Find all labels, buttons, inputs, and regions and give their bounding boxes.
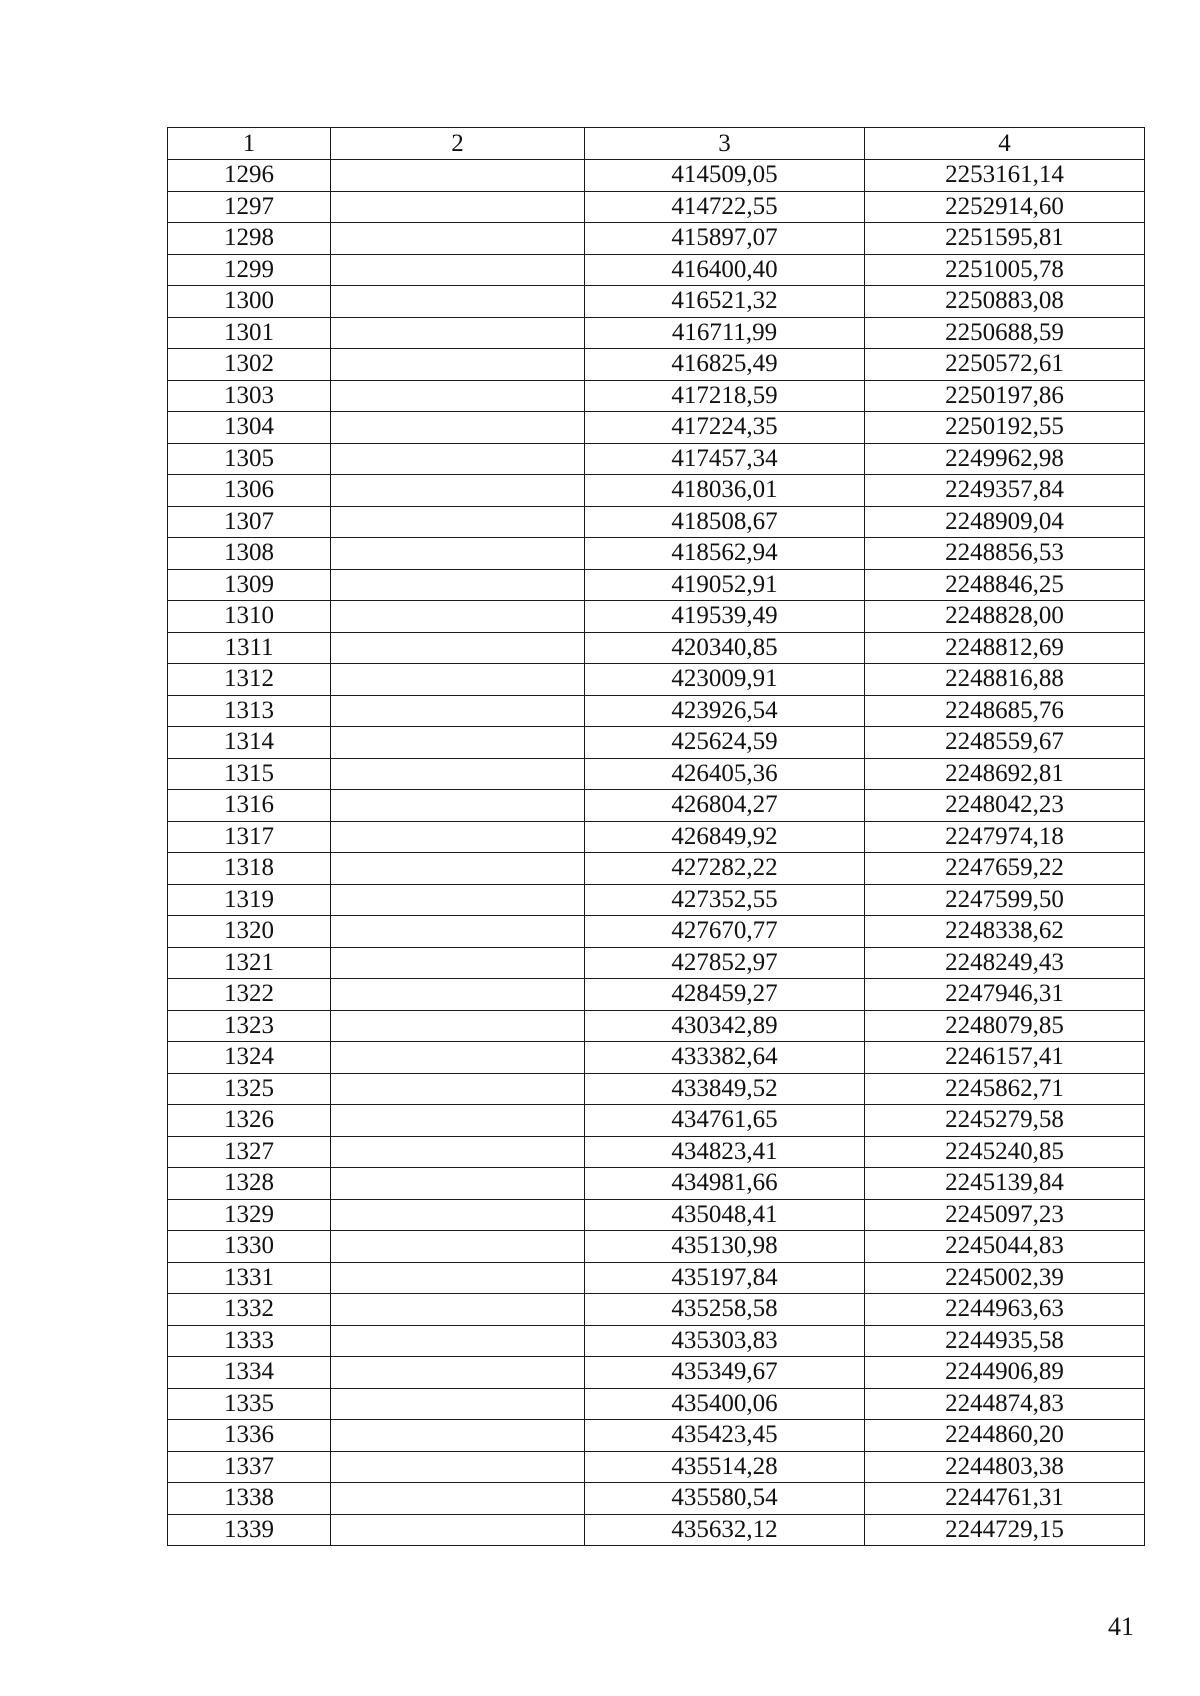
cell-y-coordinate: 2245240,85 (865, 1136, 1145, 1168)
cell-x-coordinate: 416825,49 (585, 349, 865, 381)
cell-point-number: 1339 (168, 1514, 331, 1546)
cell-y-coordinate: 2249962,98 (865, 443, 1145, 475)
cell-x-coordinate: 435632,12 (585, 1514, 865, 1546)
cell-x-coordinate: 435349,67 (585, 1357, 865, 1389)
cell-x-coordinate: 419052,91 (585, 569, 865, 601)
cell-x-coordinate: 416521,32 (585, 286, 865, 318)
cell-col-2 (331, 317, 585, 349)
cell-point-number: 1328 (168, 1168, 331, 1200)
cell-y-coordinate: 2248816,88 (865, 664, 1145, 696)
cell-col-2 (331, 412, 585, 444)
cell-x-coordinate: 416400,40 (585, 254, 865, 286)
cell-col-2 (331, 1199, 585, 1231)
cell-col-2 (331, 1294, 585, 1326)
table-row (168, 758, 1145, 790)
table-row (168, 601, 1145, 633)
cell-y-coordinate: 2245139,84 (865, 1168, 1145, 1200)
page-number: 41 (1108, 1612, 1134, 1641)
cell-x-coordinate: 418508,67 (585, 506, 865, 538)
cell-point-number: 1322 (168, 979, 331, 1011)
header-col-2: 2 (331, 128, 585, 160)
cell-point-number: 1338 (168, 1483, 331, 1515)
cell-point-number: 1302 (168, 349, 331, 381)
cell-point-number: 1298 (168, 223, 331, 255)
cell-col-2 (331, 569, 585, 601)
cell-point-number: 1306 (168, 475, 331, 507)
cell-x-coordinate: 427282,22 (585, 853, 865, 885)
cell-col-2 (331, 821, 585, 853)
cell-col-2 (331, 1357, 585, 1389)
cell-col-2 (331, 664, 585, 696)
cell-point-number: 1329 (168, 1199, 331, 1231)
cell-x-coordinate: 417457,34 (585, 443, 865, 475)
cell-point-number: 1331 (168, 1262, 331, 1294)
table-row (168, 569, 1145, 601)
cell-x-coordinate: 426849,92 (585, 821, 865, 853)
cell-point-number: 1313 (168, 695, 331, 727)
cell-col-2 (331, 979, 585, 1011)
cell-x-coordinate: 435514,28 (585, 1451, 865, 1483)
table-row (168, 286, 1145, 318)
cell-point-number: 1324 (168, 1042, 331, 1074)
cell-point-number: 1330 (168, 1231, 331, 1263)
cell-y-coordinate: 2244860,20 (865, 1420, 1145, 1452)
cell-y-coordinate: 2244906,89 (865, 1357, 1145, 1389)
cell-x-coordinate: 430342,89 (585, 1010, 865, 1042)
cell-point-number: 1303 (168, 380, 331, 412)
cell-y-coordinate: 2248909,04 (865, 506, 1145, 538)
cell-x-coordinate: 416711,99 (585, 317, 865, 349)
table-row (168, 664, 1145, 696)
table-row (168, 1420, 1145, 1452)
header-row (168, 128, 1145, 160)
cell-y-coordinate: 2250197,86 (865, 380, 1145, 412)
cell-x-coordinate: 434823,41 (585, 1136, 865, 1168)
cell-col-2 (331, 1010, 585, 1042)
cell-col-2 (331, 1073, 585, 1105)
cell-col-2 (331, 349, 585, 381)
table-row (168, 1042, 1145, 1074)
cell-y-coordinate: 2248856,53 (865, 538, 1145, 570)
cell-y-coordinate: 2252914,60 (865, 191, 1145, 223)
table-row (168, 727, 1145, 759)
cell-y-coordinate: 2249357,84 (865, 475, 1145, 507)
table-row (168, 1514, 1145, 1546)
cell-x-coordinate: 435197,84 (585, 1262, 865, 1294)
table-row (168, 254, 1145, 286)
cell-col-2 (331, 758, 585, 790)
cell-col-2 (331, 884, 585, 916)
header-col-3: 3 (585, 128, 865, 160)
cell-col-2 (331, 1042, 585, 1074)
table-row (168, 380, 1145, 412)
cell-point-number: 1320 (168, 916, 331, 948)
cell-y-coordinate: 2244935,58 (865, 1325, 1145, 1357)
cell-col-2 (331, 601, 585, 633)
cell-x-coordinate: 428459,27 (585, 979, 865, 1011)
cell-point-number: 1318 (168, 853, 331, 885)
cell-point-number: 1307 (168, 506, 331, 538)
cell-x-coordinate: 415897,07 (585, 223, 865, 255)
cell-x-coordinate: 435400,06 (585, 1388, 865, 1420)
cell-col-2 (331, 1231, 585, 1263)
cell-col-2 (331, 727, 585, 759)
cell-y-coordinate: 2248692,81 (865, 758, 1145, 790)
cell-y-coordinate: 2244963,63 (865, 1294, 1145, 1326)
table-row (168, 884, 1145, 916)
cell-y-coordinate: 2253161,14 (865, 160, 1145, 192)
table-row (168, 191, 1145, 223)
cell-y-coordinate: 2245044,83 (865, 1231, 1145, 1263)
cell-x-coordinate: 435303,83 (585, 1325, 865, 1357)
table-row (168, 317, 1145, 349)
cell-y-coordinate: 2250572,61 (865, 349, 1145, 381)
coordinates-table (167, 127, 1145, 1546)
cell-y-coordinate: 2248812,69 (865, 632, 1145, 664)
cell-col-2 (331, 1325, 585, 1357)
cell-point-number: 1336 (168, 1420, 331, 1452)
cell-y-coordinate: 2251595,81 (865, 223, 1145, 255)
table-row (168, 1451, 1145, 1483)
cell-point-number: 1297 (168, 191, 331, 223)
cell-point-number: 1323 (168, 1010, 331, 1042)
cell-point-number: 1299 (168, 254, 331, 286)
table-row (168, 349, 1145, 381)
cell-col-2 (331, 506, 585, 538)
cell-point-number: 1301 (168, 317, 331, 349)
cell-x-coordinate: 433382,64 (585, 1042, 865, 1074)
cell-y-coordinate: 2245862,71 (865, 1073, 1145, 1105)
table-row (168, 695, 1145, 727)
cell-col-2 (331, 475, 585, 507)
cell-point-number: 1305 (168, 443, 331, 475)
cell-col-2 (331, 853, 585, 885)
cell-point-number: 1312 (168, 664, 331, 696)
cell-col-2 (331, 947, 585, 979)
table-row (168, 1388, 1145, 1420)
cell-x-coordinate: 423009,91 (585, 664, 865, 696)
cell-point-number: 1308 (168, 538, 331, 570)
cell-x-coordinate: 425624,59 (585, 727, 865, 759)
table-row (168, 160, 1145, 192)
cell-col-2 (331, 916, 585, 948)
cell-col-2 (331, 443, 585, 475)
cell-x-coordinate: 435258,58 (585, 1294, 865, 1326)
cell-x-coordinate: 426804,27 (585, 790, 865, 822)
cell-col-2 (331, 380, 585, 412)
cell-x-coordinate: 418036,01 (585, 475, 865, 507)
cell-col-2 (331, 1105, 585, 1137)
cell-col-2 (331, 223, 585, 255)
cell-y-coordinate: 2245002,39 (865, 1262, 1145, 1294)
cell-x-coordinate: 414722,55 (585, 191, 865, 223)
table-row (168, 1168, 1145, 1200)
cell-point-number: 1316 (168, 790, 331, 822)
cell-y-coordinate: 2248685,76 (865, 695, 1145, 727)
table-row (168, 1136, 1145, 1168)
cell-y-coordinate: 2247974,18 (865, 821, 1145, 853)
header-col-1: 1 (168, 128, 331, 160)
cell-point-number: 1321 (168, 947, 331, 979)
cell-col-2 (331, 1168, 585, 1200)
cell-point-number: 1300 (168, 286, 331, 318)
cell-point-number: 1317 (168, 821, 331, 853)
table-row (168, 1010, 1145, 1042)
cell-point-number: 1319 (168, 884, 331, 916)
table-row (168, 1325, 1145, 1357)
cell-y-coordinate: 2248828,00 (865, 601, 1145, 633)
cell-point-number: 1304 (168, 412, 331, 444)
cell-col-2 (331, 1420, 585, 1452)
cell-y-coordinate: 2248846,25 (865, 569, 1145, 601)
cell-point-number: 1315 (168, 758, 331, 790)
cell-y-coordinate: 2247946,31 (865, 979, 1145, 1011)
cell-y-coordinate: 2250192,55 (865, 412, 1145, 444)
cell-point-number: 1335 (168, 1388, 331, 1420)
cell-x-coordinate: 417218,59 (585, 380, 865, 412)
cell-y-coordinate: 2250688,59 (865, 317, 1145, 349)
cell-point-number: 1326 (168, 1105, 331, 1137)
cell-col-2 (331, 1514, 585, 1546)
cell-x-coordinate: 420340,85 (585, 632, 865, 664)
cell-col-2 (331, 695, 585, 727)
cell-y-coordinate: 2244761,31 (865, 1483, 1145, 1515)
cell-point-number: 1325 (168, 1073, 331, 1105)
cell-y-coordinate: 2245279,58 (865, 1105, 1145, 1137)
cell-y-coordinate: 2250883,08 (865, 286, 1145, 318)
cell-y-coordinate: 2246157,41 (865, 1042, 1145, 1074)
cell-col-2 (331, 1388, 585, 1420)
cell-point-number: 1314 (168, 727, 331, 759)
cell-x-coordinate: 426405,36 (585, 758, 865, 790)
cell-x-coordinate: 417224,35 (585, 412, 865, 444)
cell-y-coordinate: 2248338,62 (865, 916, 1145, 948)
cell-col-2 (331, 632, 585, 664)
table-row (168, 1357, 1145, 1389)
table-header (168, 128, 1145, 160)
cell-col-2 (331, 191, 585, 223)
table-row (168, 947, 1145, 979)
cell-x-coordinate: 433849,52 (585, 1073, 865, 1105)
cell-y-coordinate: 2244803,38 (865, 1451, 1145, 1483)
cell-y-coordinate: 2247599,50 (865, 884, 1145, 916)
cell-point-number: 1309 (168, 569, 331, 601)
cell-x-coordinate: 427852,97 (585, 947, 865, 979)
cell-y-coordinate: 2248559,67 (865, 727, 1145, 759)
cell-point-number: 1311 (168, 632, 331, 664)
cell-col-2 (331, 1136, 585, 1168)
table-row (168, 506, 1145, 538)
cell-x-coordinate: 434981,66 (585, 1168, 865, 1200)
cell-x-coordinate: 427670,77 (585, 916, 865, 948)
header-col-4: 4 (865, 128, 1145, 160)
cell-col-2 (331, 538, 585, 570)
cell-y-coordinate: 2248042,23 (865, 790, 1145, 822)
cell-x-coordinate: 414509,05 (585, 160, 865, 192)
cell-point-number: 1332 (168, 1294, 331, 1326)
cell-y-coordinate: 2244729,15 (865, 1514, 1145, 1546)
table-row (168, 1294, 1145, 1326)
table-row (168, 412, 1145, 444)
cell-point-number: 1296 (168, 160, 331, 192)
cell-y-coordinate: 2244874,83 (865, 1388, 1145, 1420)
cell-x-coordinate: 435423,45 (585, 1420, 865, 1452)
cell-x-coordinate: 435048,41 (585, 1199, 865, 1231)
cell-col-2 (331, 286, 585, 318)
cell-point-number: 1327 (168, 1136, 331, 1168)
table-row (168, 538, 1145, 570)
cell-point-number: 1333 (168, 1325, 331, 1357)
table-row (168, 1199, 1145, 1231)
cell-y-coordinate: 2248249,43 (865, 947, 1145, 979)
cell-point-number: 1337 (168, 1451, 331, 1483)
cell-col-2 (331, 1483, 585, 1515)
cell-col-2 (331, 254, 585, 286)
cell-x-coordinate: 434761,65 (585, 1105, 865, 1137)
table-body (168, 160, 1145, 1546)
cell-y-coordinate: 2248079,85 (865, 1010, 1145, 1042)
cell-y-coordinate: 2245097,23 (865, 1199, 1145, 1231)
cell-y-coordinate: 2247659,22 (865, 853, 1145, 885)
cell-x-coordinate: 423926,54 (585, 695, 865, 727)
table-row (168, 632, 1145, 664)
cell-col-2 (331, 1262, 585, 1294)
table-row (168, 1073, 1145, 1105)
table-row (168, 443, 1145, 475)
table-row (168, 821, 1145, 853)
table-row (168, 1231, 1145, 1263)
table-row (168, 1262, 1145, 1294)
cell-point-number: 1334 (168, 1357, 331, 1389)
table-row (168, 916, 1145, 948)
cell-x-coordinate: 435580,54 (585, 1483, 865, 1515)
cell-x-coordinate: 418562,94 (585, 538, 865, 570)
cell-col-2 (331, 160, 585, 192)
cell-x-coordinate: 419539,49 (585, 601, 865, 633)
table-row (168, 853, 1145, 885)
cell-x-coordinate: 435130,98 (585, 1231, 865, 1263)
cell-col-2 (331, 1451, 585, 1483)
cell-col-2 (331, 790, 585, 822)
table-row (168, 1105, 1145, 1137)
table-row (168, 475, 1145, 507)
table-row (168, 1483, 1145, 1515)
cell-y-coordinate: 2251005,78 (865, 254, 1145, 286)
cell-point-number: 1310 (168, 601, 331, 633)
cell-x-coordinate: 427352,55 (585, 884, 865, 916)
table-row (168, 223, 1145, 255)
table-row (168, 790, 1145, 822)
table-row (168, 979, 1145, 1011)
